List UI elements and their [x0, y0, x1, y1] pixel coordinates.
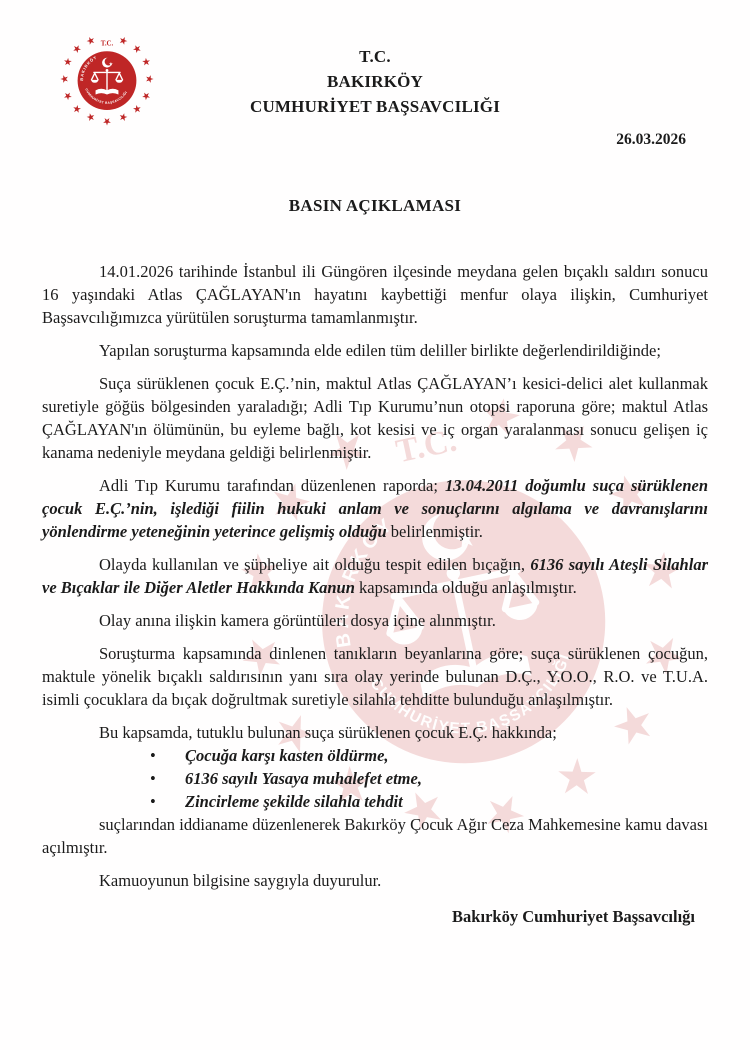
bullet-icon: •: [150, 746, 156, 765]
charge-text: Zincirleme şekilde silahla tehdit: [185, 792, 403, 811]
paragraph-text: Yapılan soruşturma kapsamında elde edilen tüm deliller birlikte değerlendirildiğinde;: [99, 341, 661, 360]
document-date: 26.03.2026: [616, 131, 686, 148]
document-body: [42, 260, 708, 928]
paragraph-camera-footage: [42, 609, 708, 632]
paragraph-weapon: [42, 553, 708, 599]
paragraph-witnesses: [42, 642, 708, 711]
paragraph-text: Bu kapsamda, tutuklu bulunan suça sürüklenen çocuk E.Ç. hakkında;: [99, 723, 557, 742]
charge-list-item: [42, 744, 708, 767]
paragraph-text: kapsamında olduğu anlaşılmıştır.: [354, 578, 577, 597]
paragraph-incident: [42, 260, 708, 329]
paragraph-text-emphasis: 13.04.2011 doğumlu suça sürüklenen çocuk E.Ç.’nin, işlediği fiilin hukuki anlam ve sonuçlarını algılama ve davranışlarını yönlendirme yeteneğinin yeterince gelişmiş olduğu: [42, 476, 709, 541]
paragraph-text: Adli Tıp Kurumu tarafından düzenlenen raporda;: [99, 476, 445, 495]
charge-text: Çocuğa karşı kasten öldürme,: [185, 746, 389, 765]
paragraph-forensic-report: [42, 474, 708, 543]
paragraph-text: Olayda kullanılan ve şüpheliye ait olduğu tespit edilen bıçağın,: [99, 555, 531, 574]
paragraph-text: suçlarından iddianame düzenlenerek Bakırköy Çocuk Ağır Ceza Mahkemesine kamu davası açılmıştır.: [42, 815, 708, 857]
paragraph-text: belirlenmiştir.: [386, 522, 483, 541]
paragraph-charges-intro: [42, 721, 708, 744]
paragraph-text: Kamuoyunun bilgisine saygıyla duyurulur.: [99, 871, 382, 890]
letterhead-office: CUMHURİYET BAŞSAVCILIĞI: [249, 97, 501, 116]
letterhead-tc: T.C.: [359, 47, 391, 66]
letterhead-city: BAKIRKÖY: [326, 72, 424, 91]
charge-list-item: [42, 767, 708, 790]
paragraph-closing: [42, 869, 708, 892]
paragraph-indictment: [42, 813, 708, 859]
charge-list-item: [42, 790, 708, 813]
document-title: BASIN AÇIKLAMASI: [288, 196, 462, 215]
paragraph-text: Soruşturma kapsamında dinlenen tanıkların beyanlarına göre; suça sürüklenen çocuğun, maktule yönelik bıçaklı saldırısının yanı sıra olay yerinde bulunan D.Ç., Y.O.O., R.O. ve T.U.A. isimli çocuklara da bıçak doğrultmak suretiyle silahla tehditte bulunduğu anlaşılmıştır.: [42, 644, 708, 709]
charge-text: 6136 sayılı Yasaya muhalefet etme,: [185, 769, 422, 788]
paragraph-text-emphasis: 6136 sayılı Ateşli Silahlar ve Bıçaklar ile Diğer Aletler Hakkında Kanun: [42, 555, 708, 597]
signature-office: Bakırköy Cumhuriyet Başsavcılığı: [452, 907, 695, 926]
letterhead: [0, 44, 750, 119]
paragraph-text: 14.01.2026 tarihinde İstanbul ili Güngören ilçesinde meydana gelen bıçaklı saldırı sonucu 16 yaşındaki Atlas ÇAĞLAYAN'ın hayatını kaybettiği menfur olaya ilişkin, Cumhuriyet Başsavcılığımızca yürütülen soruşturma tamamlanmıştır.: [42, 262, 708, 327]
paragraph-autopsy: [42, 372, 708, 464]
paragraph-evaluation: [42, 339, 708, 362]
bullet-icon: •: [150, 792, 156, 811]
bullet-icon: •: [150, 769, 156, 788]
paragraph-text: Olay anına ilişkin kamera görüntüleri dosya içine alınmıştır.: [99, 611, 496, 630]
paragraph-text: Suça sürüklenen çocuk E.Ç.’nin, maktul Atlas ÇAĞLAYAN’ı kesici-delici alet kullanmak suretiyle göğüs bölgesinden yaraladığı; Adli Tıp Kurumu’nun otopsi raporuna göre; maktul Atlas ÇAĞLAYAN'ın ölümünün, bu eyleme bağlı, kot kesisi ve iç organ yaralanması sonucu gelişen iç kanama nedeniyle meydana geldiği belirlenmiştir.: [42, 374, 708, 462]
